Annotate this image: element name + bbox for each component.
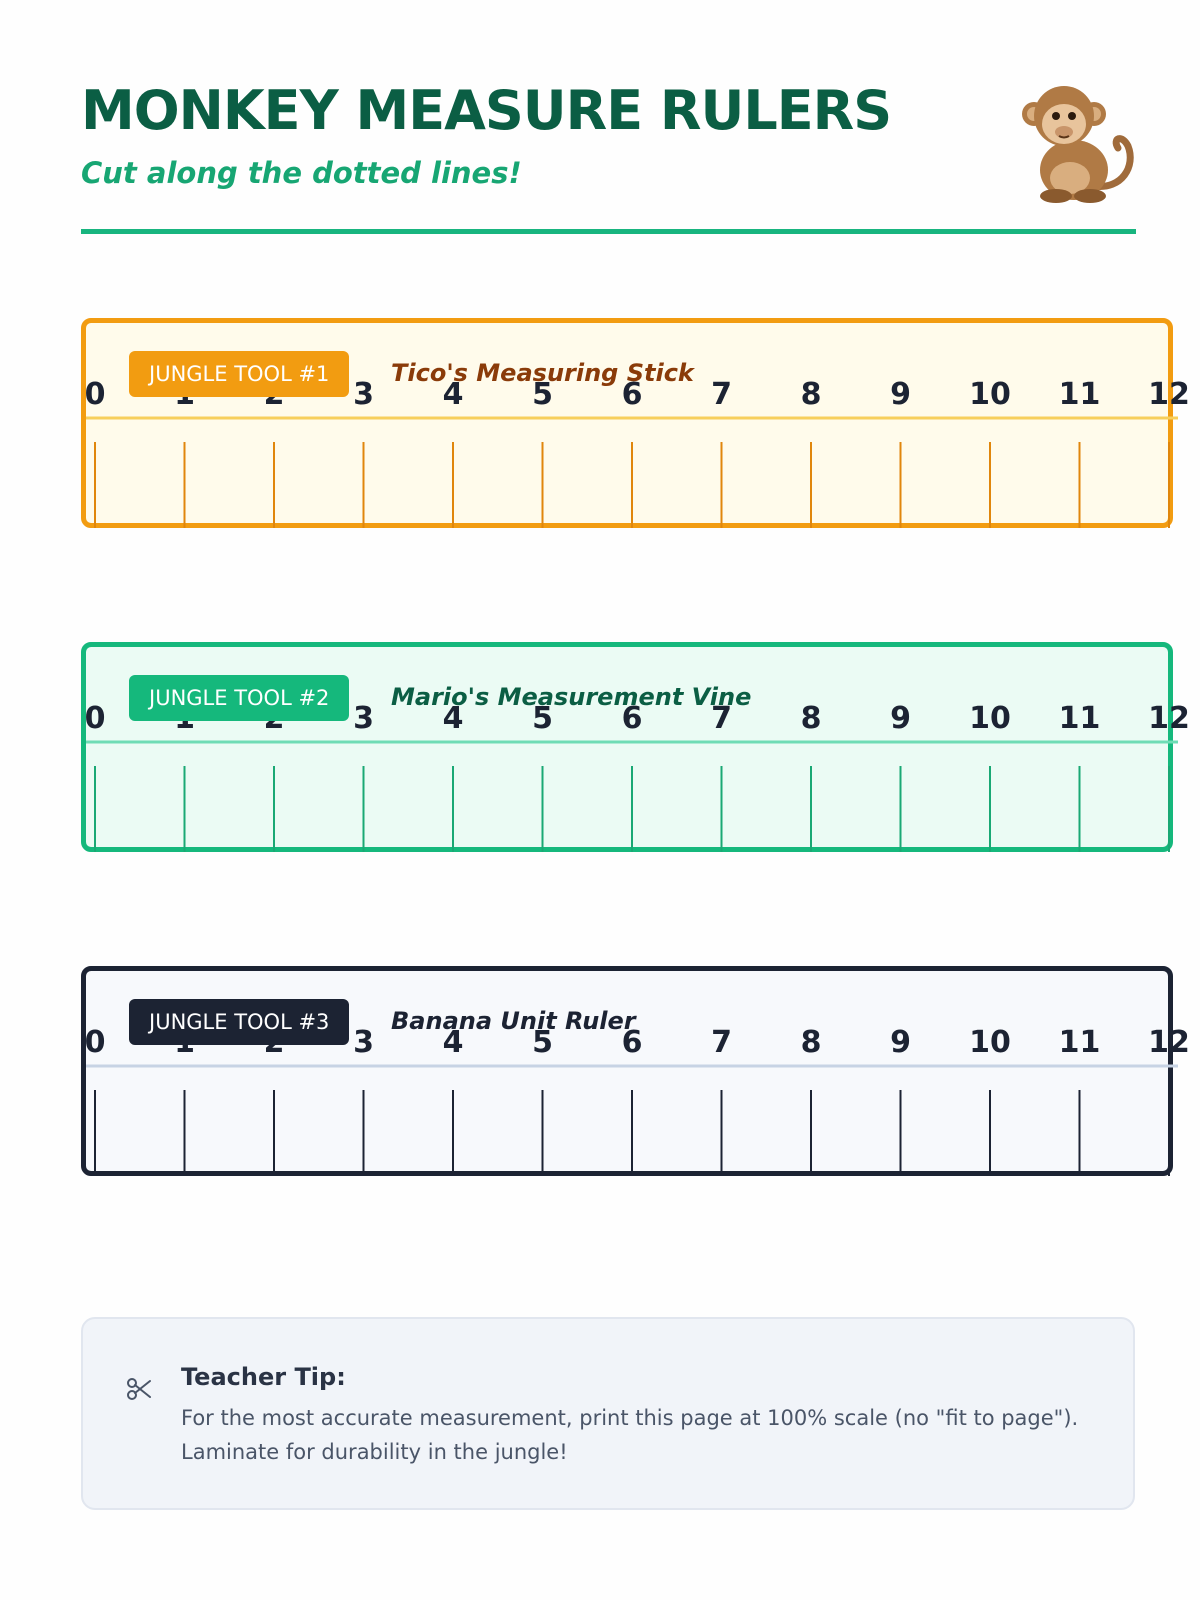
ruler-number-8: 8 [800,1025,822,1060]
ruler-number-12: 12 [1148,701,1190,736]
ruler-number-6: 6 [621,1025,643,1060]
ruler-number-11: 11 [1058,1025,1101,1060]
page-header [81,78,1136,190]
ruler-number-9: 9 [890,1025,911,1060]
page-title: MONKEY MEASURE RULERS [81,79,892,142]
ruler-number-7: 7 [711,1025,732,1060]
ruler-number-11: 11 [1058,377,1101,412]
ruler-number-8: 8 [800,701,822,736]
ruler-number-5: 5 [532,1025,553,1060]
ruler-1-badge: JUNGLE TOOL #1 [129,351,349,397]
ruler-1 [81,318,1190,528]
ruler-2-badge: JUNGLE TOOL #2 [129,675,349,721]
ruler-number-4: 4 [442,701,464,736]
ruler-number-3: 3 [353,701,374,736]
ruler-number-6: 6 [621,701,643,736]
ruler-2 [81,642,1190,852]
ruler-number-0: 0 [84,377,106,412]
teacher-tip-box [81,1317,1135,1510]
ruler-1-name: Tico's Measuring Stick [391,359,694,387]
ruler-number-9: 9 [890,701,911,736]
ruler-number-12: 12 [1148,377,1190,412]
ruler-3-badge: JUNGLE TOOL #3 [129,999,349,1045]
ruler-number-5: 5 [532,377,553,412]
ruler-number-10: 10 [969,377,1011,412]
scissors-icon [125,1375,153,1403]
header-divider [81,229,1136,234]
ruler-2-name: Mario's Measurement Vine [391,683,752,711]
ruler-number-3: 3 [353,377,374,412]
ruler-number-4: 4 [442,377,464,412]
ruler-number-7: 7 [711,377,732,412]
monkey-icon [1012,78,1142,208]
ruler-number-5: 5 [532,701,553,736]
tip-line-1: For the most accurate measurement, print this page at 100% scale (no "fit to page"). [181,1406,1079,1430]
ruler-number-0: 0 [84,1025,106,1060]
ruler-3-name: Banana Unit Ruler [391,1007,636,1035]
ruler-number-9: 9 [890,377,911,412]
tip-body [181,1401,1101,1469]
ruler-number-7: 7 [711,701,732,736]
ruler-3 [81,966,1190,1176]
ruler-number-10: 10 [969,1025,1011,1060]
ruler-number-12: 12 [1148,1025,1190,1060]
page-subtitle: Cut along the dotted lines! [81,156,522,190]
tip-title: Teacher Tip: [181,1363,346,1391]
ruler-number-0: 0 [84,701,106,736]
ruler-number-4: 4 [442,1025,464,1060]
ruler-number-11: 11 [1058,701,1101,736]
ruler-number-8: 8 [800,377,822,412]
tip-line-2: Laminate for durability in the jungle! [181,1440,568,1464]
ruler-number-3: 3 [353,1025,374,1060]
ruler-number-6: 6 [621,377,643,412]
ruler-number-10: 10 [969,701,1011,736]
